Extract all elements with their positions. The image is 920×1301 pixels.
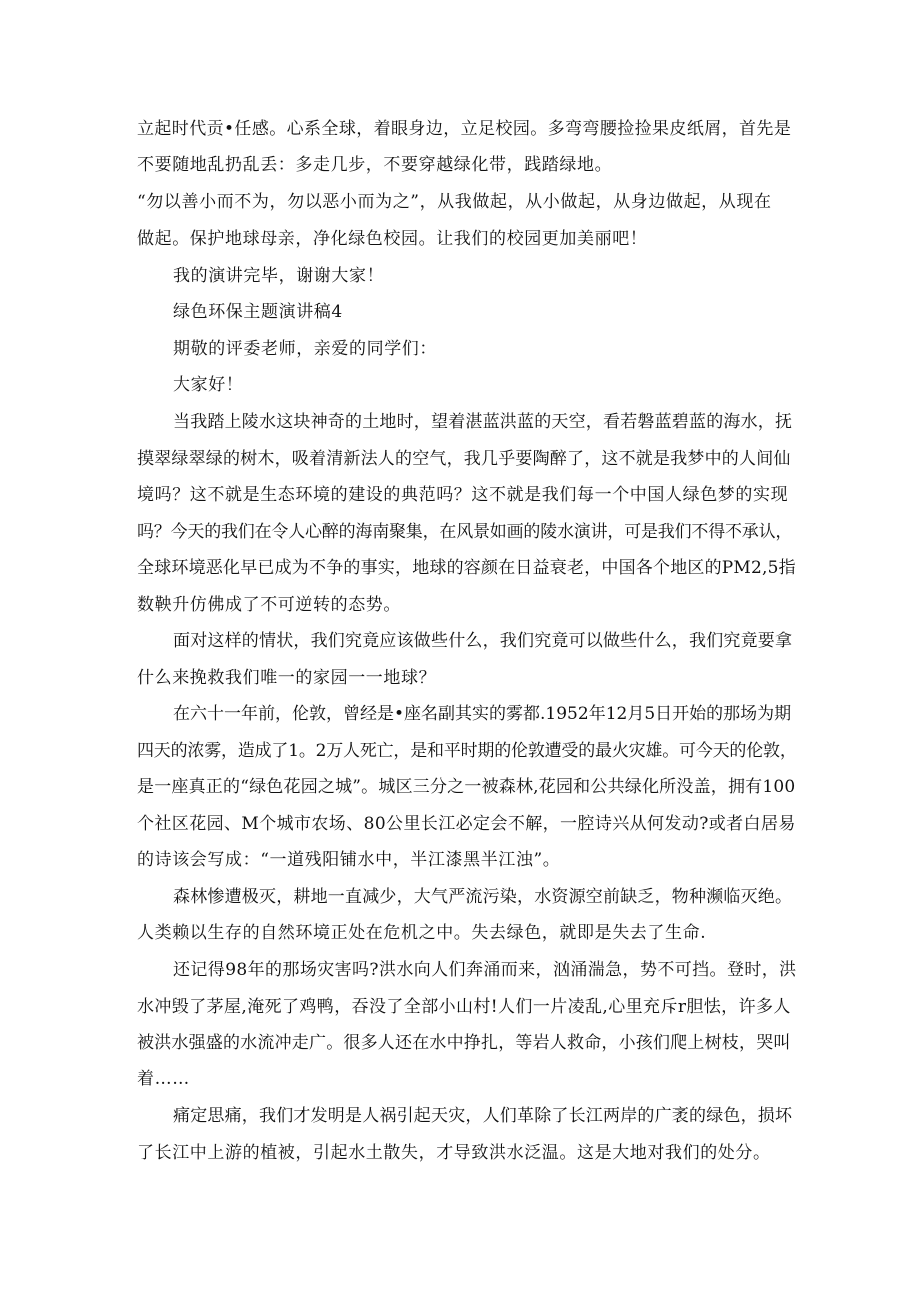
- text-line: 个社区花园、M个城市农场、80公里长江必定会不解，一腔诗兴从何发动?或者白居易: [137, 814, 796, 834]
- text-line: 在六十一年前，伦敦，曾经是•座名副其实的雾都.1952年12月5日开始的那场为期: [173, 704, 792, 724]
- text-line: 是一座真正的“绿色花园之城”。城区三分之一被森林,花园和公共绿化所没盖，拥有100: [137, 777, 796, 797]
- text-line: 面对这样的情状，我们究竟应该做些什么，我们究竟可以做些什么，我们究竟要拿: [173, 631, 793, 651]
- text-line: 大家好！: [173, 375, 244, 395]
- text-line: 当我踏上陵水这块神奇的土地时，望着湛蓝洪蓝的天空，看若磐蓝碧蓝的海水，抚: [173, 412, 793, 432]
- text-line: 的诗该会写成：“一道残阳铺水中，半江漆黑半江浊”。: [137, 850, 561, 870]
- text-line: 人类赖以生存的自然环境正处在危机之中。失去绿色，就即是失去了生命.: [137, 923, 707, 943]
- text-line: 我的演讲完毕，谢谢大家！: [173, 266, 385, 286]
- text-line: 做起。保护地球母亲，净化绿色校园。让我们的校园更加美丽吧！: [137, 229, 648, 249]
- text-line: “勿以善小而不为，勿以恶小而为之”，从我做起，从小做起，从身边做起，从现在: [137, 192, 772, 212]
- text-line: 痛定思痛，我们才发明是人祸引起天灾，人们革除了长江两岸的广袤的绿色，损坏: [173, 1106, 793, 1126]
- text-line: 立起时代贡•任感。心系全球，着眼身边，立足校园。多弯弯腰捡捡果皮纸屑，首先是: [137, 119, 792, 139]
- text-line: 了长江中上游的植被，引起水土散失，才导致洪水泛温。这是大地对我们的处分。: [137, 1143, 771, 1163]
- text-line: 期敬的评委老师，亲爱的同学们：: [173, 339, 437, 359]
- text-line: 什么来挽救我们唯一的家园一一地球？: [137, 668, 437, 688]
- text-line: 吗？今天的我们在令人心醉的海南聚集，在风景如画的陵水演讲，可是我们不得不承认，: [137, 522, 793, 542]
- text-line: 摸翠绿翠绿的树木，吸着清新法人的空气，我几乎要陶醉了，这不就是我梦中的人间仙: [137, 449, 791, 469]
- text-line: 不要随地乱扔乱丢：多走几步，不要穿越绿化带，践踏绿地。: [137, 155, 613, 175]
- text-line: 森林惨遭极灭，耕地一直减少，大气严流污染，水资源空前缺乏，物种濒临灭绝。: [173, 887, 793, 907]
- text-line: 四天的浓雾，造成了1。2万人死亡，是和平时期的伦敦遭受的最火灾雄。可今天的伦敦，: [137, 741, 797, 761]
- text-line: 全球环境恶化早已成为不争的事实，地球的容颜在日益衰老，中国各个地区的PM2,5指: [137, 558, 796, 578]
- text-line: 境吗？这不就是生态环境的建设的典范吗？这不就是我们每一个中国人绿色梦的实现: [137, 485, 789, 505]
- text-line: 数鞅升仿佛成了不可逆转的态势。: [137, 595, 401, 615]
- text-line: 还记得98年的那场灾害吗?洪水向人们奔涌而来，汹涌湍急，势不可挡。登时，洪: [173, 960, 797, 980]
- section-heading: 绿色环保主题演讲稿4: [173, 302, 343, 322]
- text-line: 被洪水强盛的水流冲走广。很多人还在水中挣扎，等岩人救命，小孩们爬上树枝，哭叫: [137, 1033, 791, 1053]
- text-line: 着……: [137, 1069, 190, 1089]
- text-line: 水冲毁了茅屋,淹死了鸡鸭，吞没了全部小山村!人们一片凌乱,心里充斥r胆怯，许多人: [137, 997, 791, 1017]
